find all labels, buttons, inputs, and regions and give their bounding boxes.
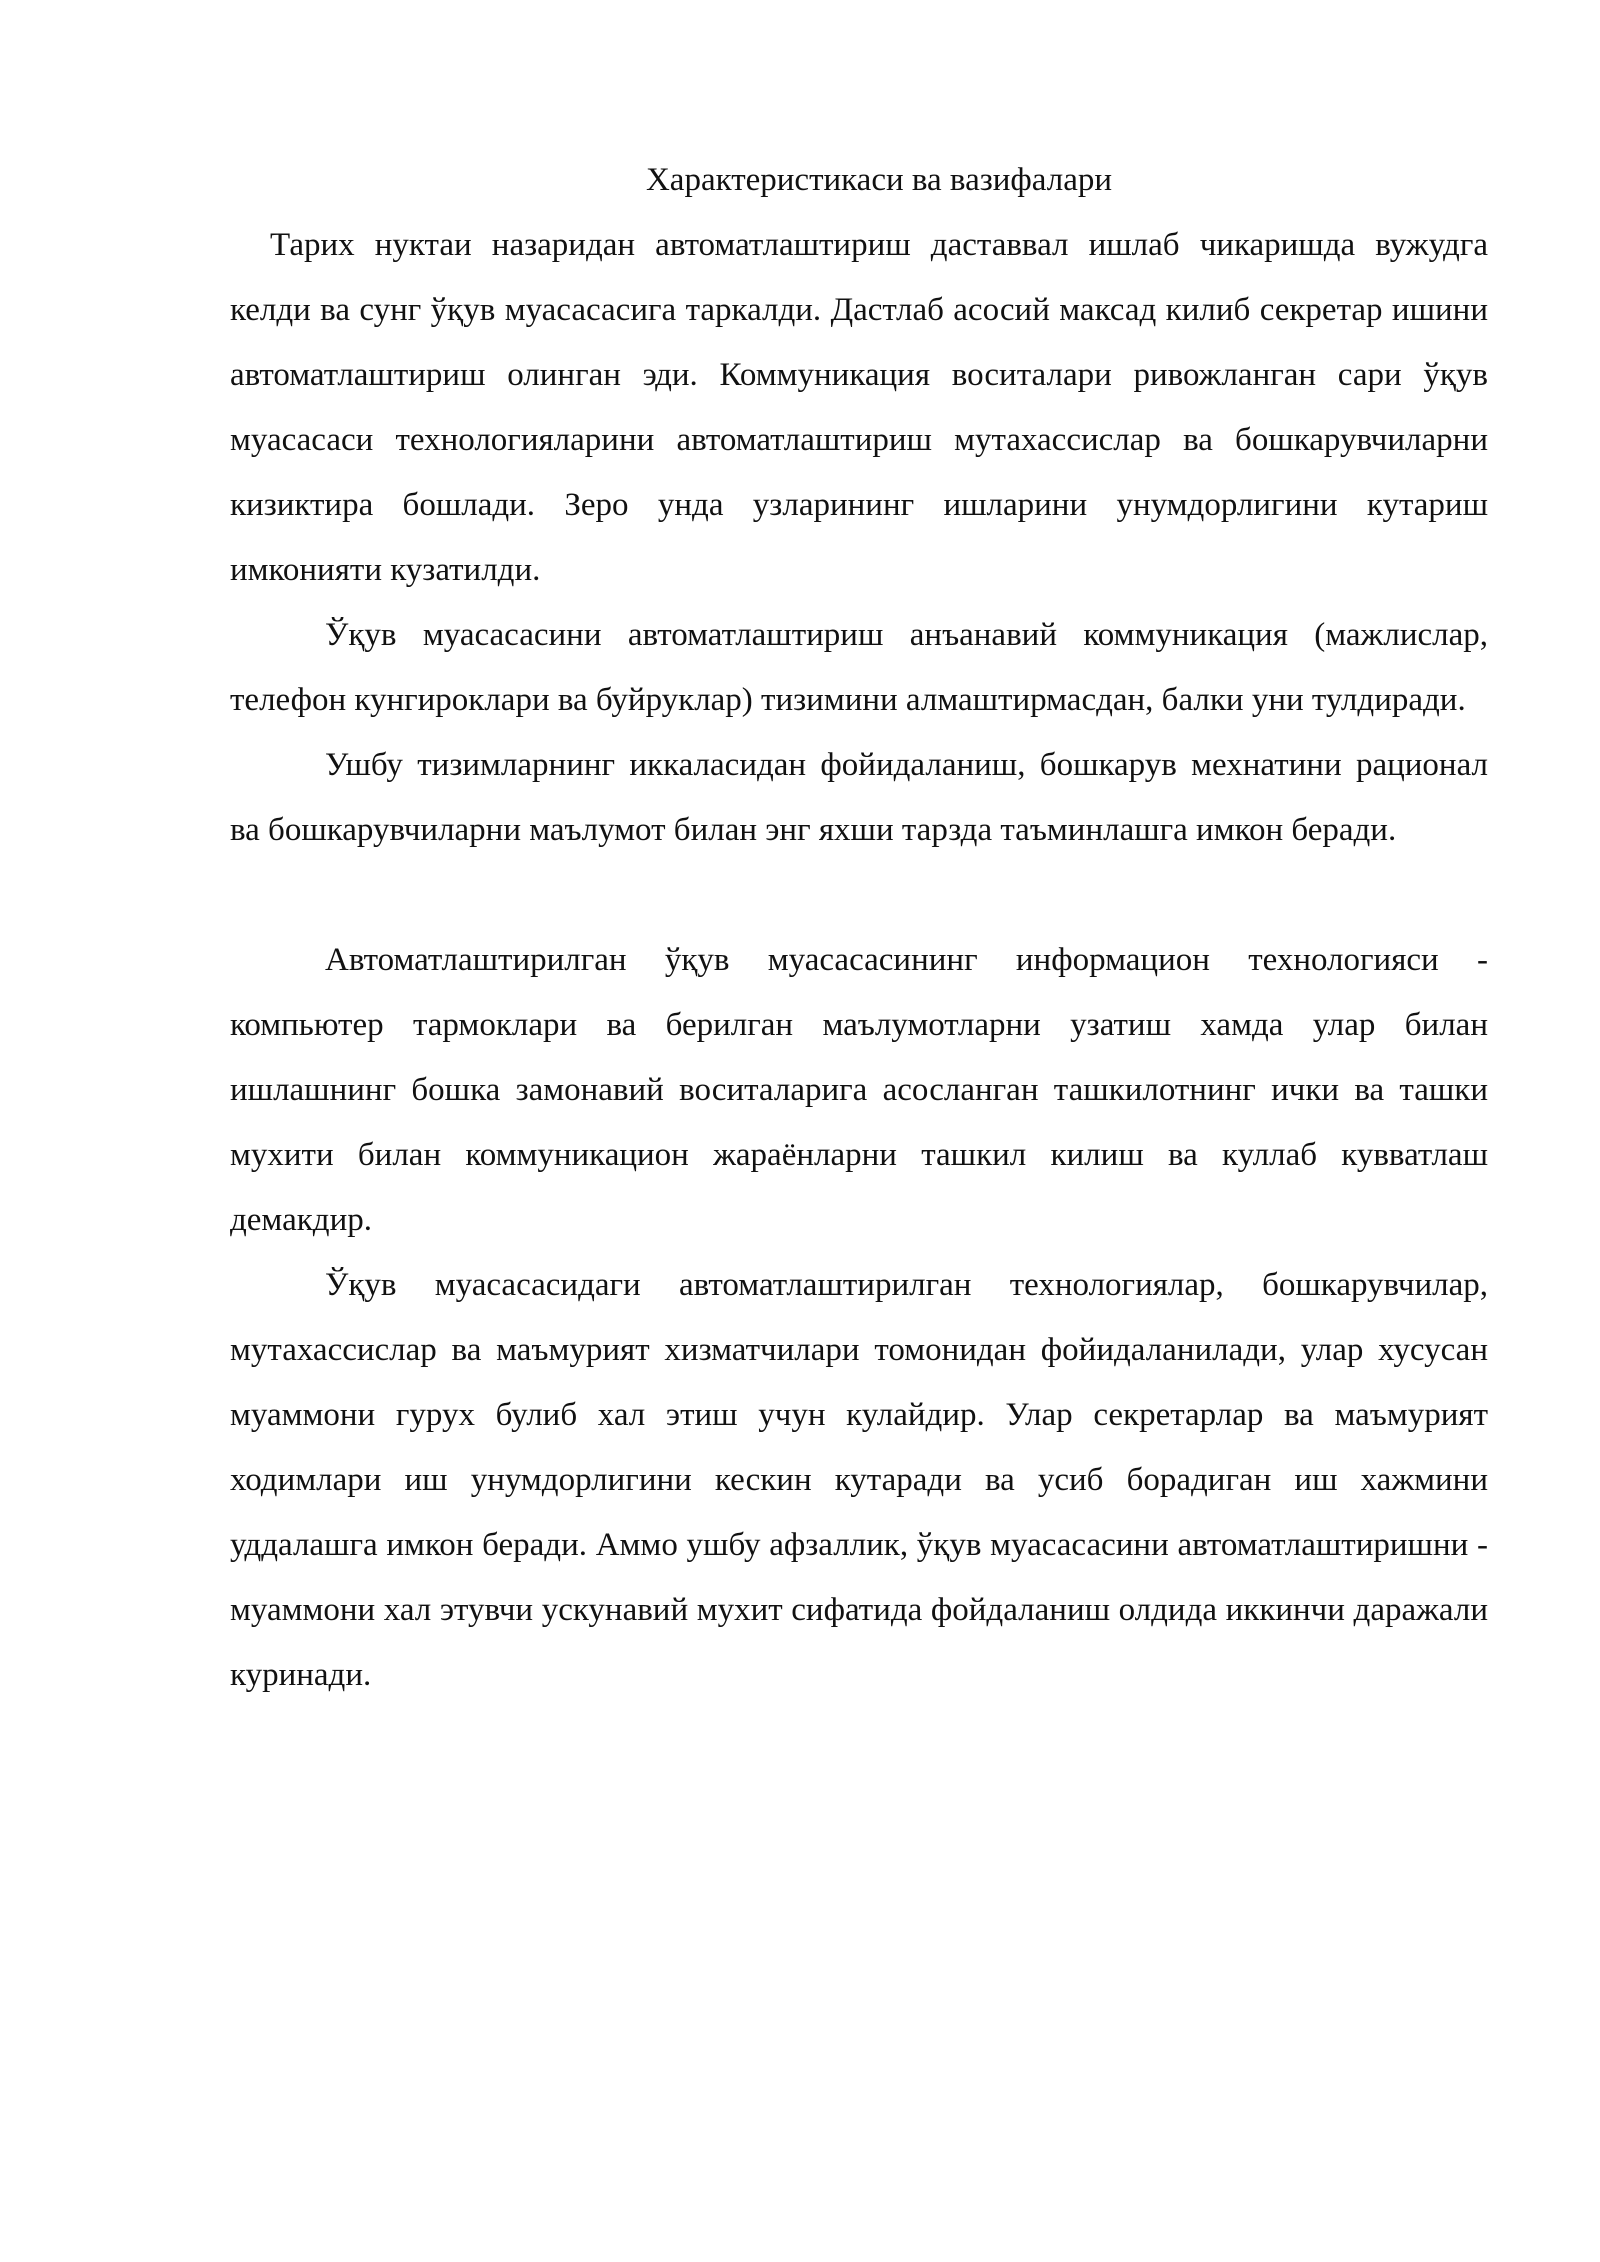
paragraph-automated-technologies: Ўқув муасасасидаги автоматлаштирилган технологиялар, бошкарувчилар, мутахассислар ва маъмурият хизматчилари томонидан фойидаланилади, улар хусусан муаммони гурух булиб хал этиш учун кулайдир. Улар секретарлар ва маъмурият ходимлари иш унумдорлигини кескин кутаради ва усиб борадиган иш хажмини уддалашга имкон беради. Аммо ушбу афзаллик, ўқув муасасасини автоматлаштиришни - муаммони хал этувчи ускунавий мухит сифатида фойдаланиш олдида иккинчи даражали куринади. <box>230 1267 1488 1693</box>
paragraph-history: Тарих нуктаи назаридан автоматлаштириш даставвал ишлаб чикаришда вужудга келди ва сунг ўқув муасасасига таркалди. Дастлаб асосий максад килиб секретар ишини автоматлаштириш олинган эди. Коммуникация воситалари ривожланган сари ўқув муасасаси технологияларини автоматлаштириш мутахассислар ва бошкарувчиларни кизиктира бошлади. Зеро унда узларининг ишларини унумдорлигини кутариш имконияти кузатилди. <box>230 227 1488 588</box>
paragraph-gap <box>230 863 1488 928</box>
document-body <box>230 148 1488 1708</box>
document-title: Характеристикаси ва вазифалари <box>645 162 1113 198</box>
paragraph-information-technology: Автоматлаштирилган ўқув муасасасининг информацион технологияси - компьютер тармоклари ва берилган маълумотларни узатиш хамда улар билан ишлашнинг бошка замонавий воситаларига асосланган ташкилотнинг ички ва ташки мухити билан коммуникацион жараёнларни ташкил килиш ва куллаб кувватлаш демакдир. <box>230 942 1488 1238</box>
paragraph-communication: Ўқув муасасасини автоматлаштириш анъанавий коммуникация (мажлислар, телефон кунгироклари ва буйруклар) тизимини алмаштирмасдан, балки уни тулдиради. <box>230 617 1488 718</box>
paragraph-systems: Ушбу тизимларнинг иккаласидан фойидаланиш, бошкарув мехнатини рационал ва бошкарувчиларни маълумот билан энг яхши тарзда таъминлашга имкон беради. <box>230 747 1488 848</box>
